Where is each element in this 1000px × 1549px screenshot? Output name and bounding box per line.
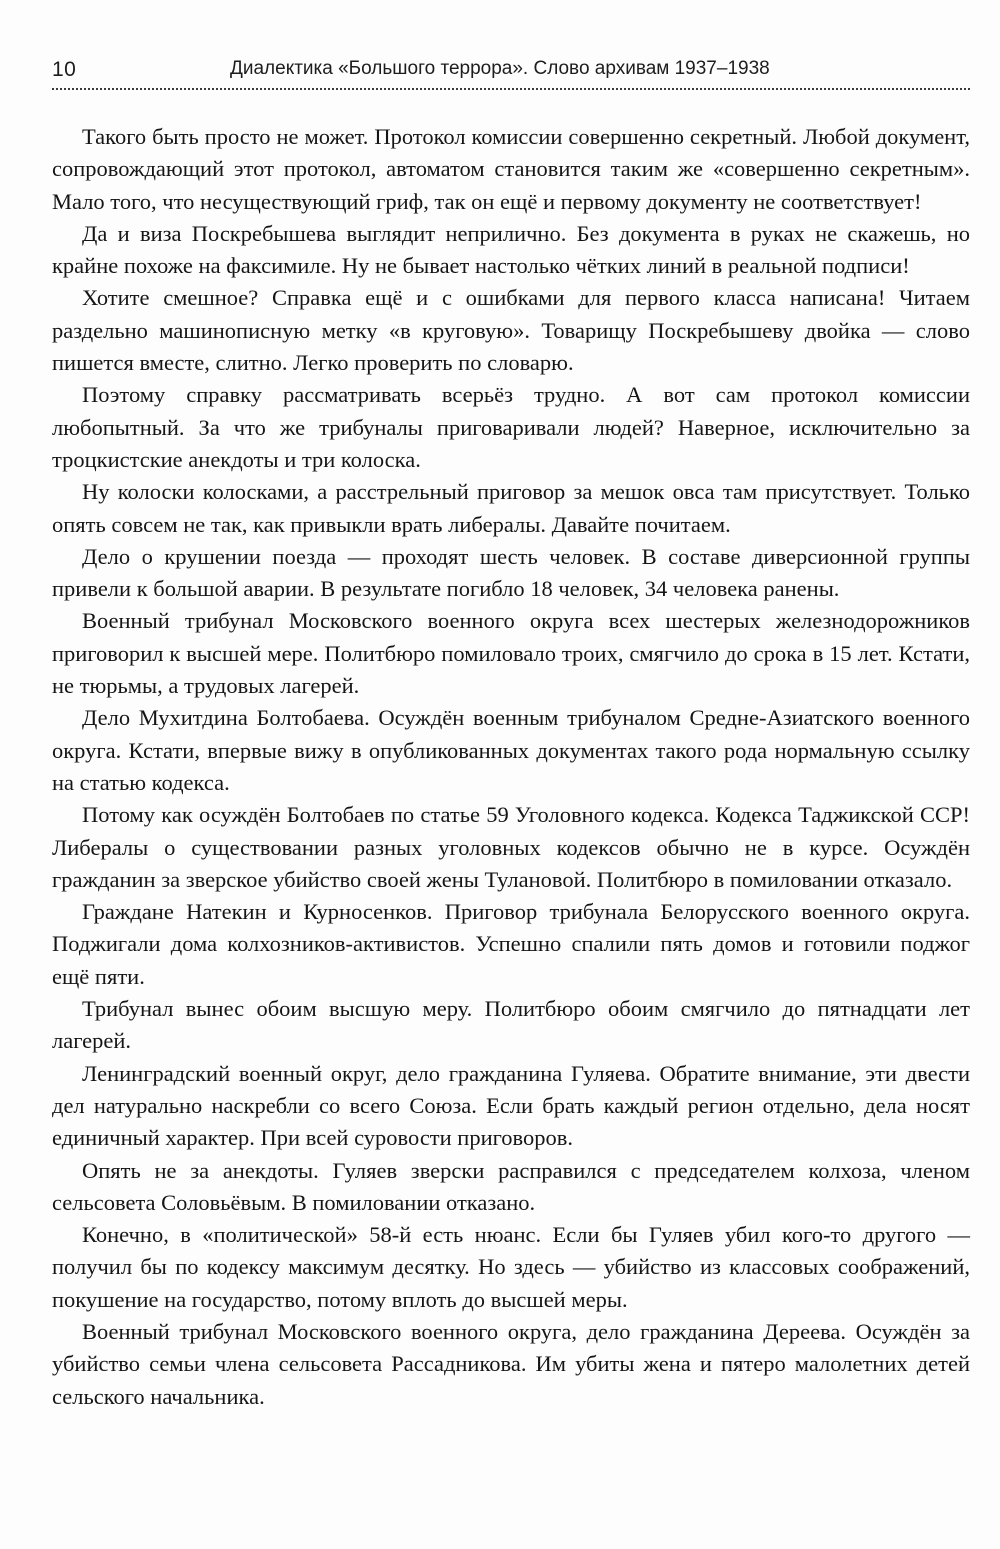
paragraph: Поэтому справку рассматривать всерьёз трудно. А вот сам протокол комиссии любопытный. За что же трибуналы приговаривали людей? Наверное, исключительно за троцкистские анекдоты и три колоска.: [52, 382, 970, 472]
paragraph: Дело Мухитдина Болтобаева. Осуждён военным трибуналом Средне-Азиатского военного округа. Кстати, впервые вижу в опубликованных документах такого рода нормальную ссылку на статью кодекса.: [52, 705, 970, 795]
paragraph: Ленинградский военный округ, дело гражданина Гуляева. Обратите внимание, эти двести дел натурально наскребли со всего Союза. Если брать каждый регион отдельно, дела носят единичный характер. При всей суровости приговоров.: [52, 1060, 970, 1151]
page-number: 10: [52, 58, 77, 81]
page-header: [52, 52, 970, 86]
paragraph: Военный трибунал Московского военного округа, дело гражданина Дереева. Осуждён за убийство семьи члена сельсовета Рассадникова. Им убиты жена и пятеро малолетних детей сельского начальника.: [52, 1318, 970, 1409]
paragraph: Граждане Натекин и Курносенков. Приговор трибунала Белорусского военного округа. Поджигали дома колхозников-активистов. Успешно спалили пять домов и готовили поджог ещё пяти.: [52, 899, 970, 989]
body-text: [52, 121, 970, 1413]
paragraph: Да и виза Поскребышева выглядит неприлично. Без документа в руках не скажешь, но крайне похоже на факсимиле. Ну не бывает настолько чётких линий в реальной подписи!: [52, 220, 970, 279]
paragraph: Потому как осуждён Болтобаев по статье 59 Уголовного кодекса. Кодекса Таджикской ССР! Либералы о существовании разных уголовных кодексов обычно не в курсе. Осуждён гражданин за зверское убийство своей жены Тулановой. Политбюро в помиловании отказало.: [52, 802, 970, 892]
running-title: Диалектика «Большого террора». Слово архивам 1937–1938: [230, 58, 770, 79]
paragraph: Дело о крушении поезда — проходят шесть человек. В составе диверсионной группы привели к большой аварии. В результате погибло 18 человек, 34 человека ранены.: [52, 543, 970, 602]
paragraph: Конечно, в «политической» 58-й есть нюанс. Если бы Гуляев убил кого-то другого — получил бы по кодексу максимум десятку. Но здесь — убийство из классовых соображений, покушение на государство, потому вплоть до высшей меры.: [52, 1222, 970, 1312]
header-divider: [52, 88, 970, 90]
paragraph: Такого быть просто не может. Протокол комиссии совершенно секретный. Любой документ, сопровождающий этот протокол, автоматом становится таким же «совершенно секретным». Мало того, что несуществующий гриф, так он ещё и первому документу не соответствует!: [52, 124, 970, 214]
paragraph: Хотите смешное? Справка ещё и с ошибками для первого класса написана! Читаем раздельно машинописную метку «в круговую». Товарищу Поскребышеву двойка — слово пишется вместе, слитно. Легко проверить по словарю.: [52, 285, 970, 376]
paragraph: Ну колоски колосками, а расстрельный приговор за мешок овса там присутствует. Только опять совсем не так, как привыкли врать либералы. Давайте почитаем.: [52, 479, 970, 537]
paragraph: Военный трибунал Московского военного округа всех шестерых железнодорожников приговорил к высшей мере. Политбюро помиловало троих, смягчило до срока в 15 лет. Кстати, не тюрьмы, а трудовых лагерей.: [52, 608, 970, 699]
paragraph: Опять не за анекдоты. Гуляев зверски расправился с председателем колхоза, членом сельсовета Соловьёвым. В помиловании отказано.: [52, 1157, 970, 1215]
paragraph: Трибунал вынес обоим высшую меру. Политбюро обоим смягчило до пятнадцати лет лагерей.: [52, 996, 970, 1054]
